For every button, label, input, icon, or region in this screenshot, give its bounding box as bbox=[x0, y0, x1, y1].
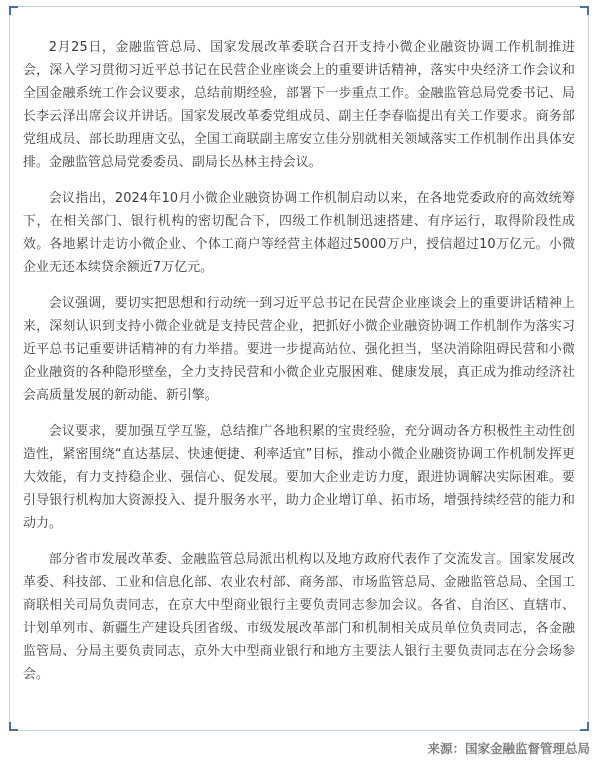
frame-corner-bottom-right bbox=[580, 722, 589, 731]
source-attribution: 来源：国家金融监督管理总局 bbox=[427, 741, 590, 756]
article-frame bbox=[9, 6, 589, 731]
article-body bbox=[23, 36, 575, 686]
frame-corner-top-right bbox=[580, 6, 589, 15]
article-paragraph-3: 会议强调，要切实把思想和行动统一到习近平总书记在民营企业座谈会上的重要讲话精神上来，深刻认识到支持小微企业就是支持民营企业，把抓好小微企业融资协调工作机制作为落实习近平总书记重要讲话精神的有力举措。要进一步提高站位、强化担当，坚决消除阻碍民营和小微企业融资的各种隐形壁垒，全力支持民营和小微企业克服困难、健康发展，真正成为推动经济社会高质量发展的新动能、新引擎。 bbox=[23, 296, 575, 403]
frame-corner-bottom-left bbox=[9, 722, 18, 731]
article-paragraph-4: 会议要求，要加强互学互鉴，总结推广各地积累的宝贵经验，充分调动各方积极性主动性创造性，紧密围绕“直达基层、快速便捷、利率适宜”目标，推动小微企业融资协调工作机制发挥更大效能，有力支持稳企业、强信心、促发展。要加大企业走访力度，跟进协调解决实际困难。要引导银行机构加大资源投入、提升服务水平，助力企业增订单、拓市场，增强持续经营的能力和动力。 bbox=[23, 424, 575, 531]
article-paragraph-5: 部分省市发展改革委、金融监管总局派出机构以及地方政府代表作了交流发言。国家发展改革委、科技部、工业和信息化部、农业农村部、商务部、市场监管总局、金融监管总局、全国工商联相关司局负责同志，在京大中型商业银行主要负责同志参加会议。各省、自治区、直辖市、计划单列市、新疆生产建设兵团省级、市级发展改革部门和机制相关成员单位负责同志，各金融监管局、分局主要负责同志，京外大中型商业银行和地方主要法人银行主要负责同志在分会场参会。 bbox=[23, 552, 575, 682]
article-paragraph-1: 2月25日，金融监管总局、国家发展改革委联合召开支持小微企业融资协调工作机制推进会，深入学习贯彻习近平总书记在民营企业座谈会上的重要讲话精神，落实中央经济工作会议和全国金融系统工作会议要求，总结前期经验，部署下一步重点工作。金融监管总局党委书记、局长李云泽出席会议并讲话。国家发展改革委党组成员、副主任李春临提出有关工作要求。商务部党组成员、部长助理唐文弘，全国工商联副主席安立佳分别就相关领域落实工作机制作出具体安排。金融监管总局党委委员、副局长丛林主持会议。 bbox=[23, 40, 575, 170]
article-paragraph-2: 会议指出，2024年10月小微企业融资协调工作机制启动以来，在各地党委政府的高效统筹下，在相关部门、银行机构的密切配合下，四级工作机制迅速搭建、有序运行，取得阶段性成效。各地累计走访小微企业、个体工商户等经营主体超过5000万户，授信超过10万亿元。小微企业无还本续贷余额近7万亿元。 bbox=[23, 191, 575, 275]
frame-corner-top-left bbox=[9, 6, 18, 15]
